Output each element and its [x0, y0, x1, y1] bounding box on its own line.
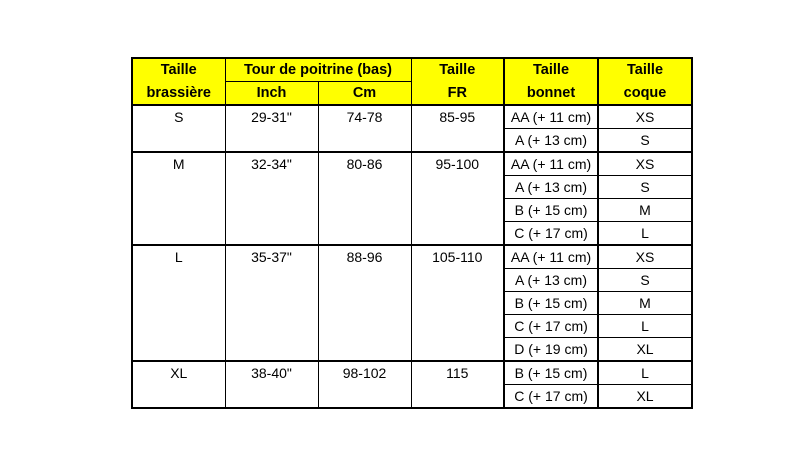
cell-taille-bonnet: C (+ 17 cm) — [504, 385, 598, 409]
header-taille-coque-line2: coque — [598, 82, 692, 106]
cell-taille-bonnet: A (+ 13 cm) — [504, 129, 598, 153]
cell-taille-bonnet: A (+ 13 cm) — [504, 176, 598, 199]
header-taille-coque-line1: Taille — [598, 58, 692, 82]
cell-taille-bonnet: AA (+ 11 cm) — [504, 245, 598, 269]
cell-cm: 80-86 — [318, 152, 411, 245]
cell-taille-fr: 115 — [411, 361, 504, 408]
cell-taille-coque: XS — [598, 105, 692, 129]
header-taille-brassiere-line1: Taille — [132, 58, 225, 82]
cell-taille-coque: L — [598, 315, 692, 338]
cell-taille-bonnet: D (+ 19 cm) — [504, 338, 598, 362]
cell-taille-fr: 105-110 — [411, 245, 504, 361]
table-body — [132, 105, 692, 408]
header-tour-de-poitrine: Tour de poitrine (bas) — [225, 58, 411, 82]
cell-inch: 38-40" — [225, 361, 318, 408]
cell-taille-bonnet: B (+ 15 cm) — [504, 199, 598, 222]
header-taille-bonnet-line1: Taille — [504, 58, 598, 82]
cell-taille-coque: XL — [598, 385, 692, 409]
cell-taille-coque: L — [598, 361, 692, 385]
size-table — [131, 57, 693, 409]
table-row — [132, 361, 692, 385]
header-taille-bonnet-line2: bonnet — [504, 82, 598, 106]
cell-taille-coque: XL — [598, 338, 692, 362]
table-row — [132, 245, 692, 269]
header-taille-brassiere-line2: brassière — [132, 82, 225, 106]
cell-taille-coque: M — [598, 292, 692, 315]
cell-taille-bonnet: AA (+ 11 cm) — [504, 152, 598, 176]
header-cm: Cm — [318, 82, 411, 106]
header-taille-fr-line1: Taille — [411, 58, 504, 82]
header-inch: Inch — [225, 82, 318, 106]
cell-taille-bonnet: AA (+ 11 cm) — [504, 105, 598, 129]
cell-inch: 35-37" — [225, 245, 318, 361]
cell-inch: 32-34" — [225, 152, 318, 245]
cell-taille-coque: XS — [598, 245, 692, 269]
cell-taille-brassiere: L — [132, 245, 225, 361]
cell-taille-bonnet: C (+ 17 cm) — [504, 222, 598, 246]
cell-taille-bonnet: B (+ 15 cm) — [504, 361, 598, 385]
table-row — [132, 105, 692, 129]
cell-inch: 29-31" — [225, 105, 318, 152]
cell-taille-brassiere: XL — [132, 361, 225, 408]
table-row — [132, 152, 692, 176]
cell-taille-coque: XS — [598, 152, 692, 176]
cell-taille-bonnet: A (+ 13 cm) — [504, 269, 598, 292]
cell-cm: 88-96 — [318, 245, 411, 361]
cell-cm: 98-102 — [318, 361, 411, 408]
header-row-1 — [132, 58, 692, 82]
cell-taille-bonnet: B (+ 15 cm) — [504, 292, 598, 315]
header-taille-fr-line2: FR — [411, 82, 504, 106]
cell-taille-bonnet: C (+ 17 cm) — [504, 315, 598, 338]
cell-taille-coque: L — [598, 222, 692, 246]
cell-taille-fr: 95-100 — [411, 152, 504, 245]
cell-taille-brassiere: S — [132, 105, 225, 152]
cell-taille-coque: S — [598, 176, 692, 199]
cell-taille-fr: 85-95 — [411, 105, 504, 152]
cell-cm: 74-78 — [318, 105, 411, 152]
cell-taille-brassiere: M — [132, 152, 225, 245]
cell-taille-coque: M — [598, 199, 692, 222]
cell-taille-coque: S — [598, 269, 692, 292]
header-row-2 — [132, 82, 692, 106]
cell-taille-coque: S — [598, 129, 692, 153]
